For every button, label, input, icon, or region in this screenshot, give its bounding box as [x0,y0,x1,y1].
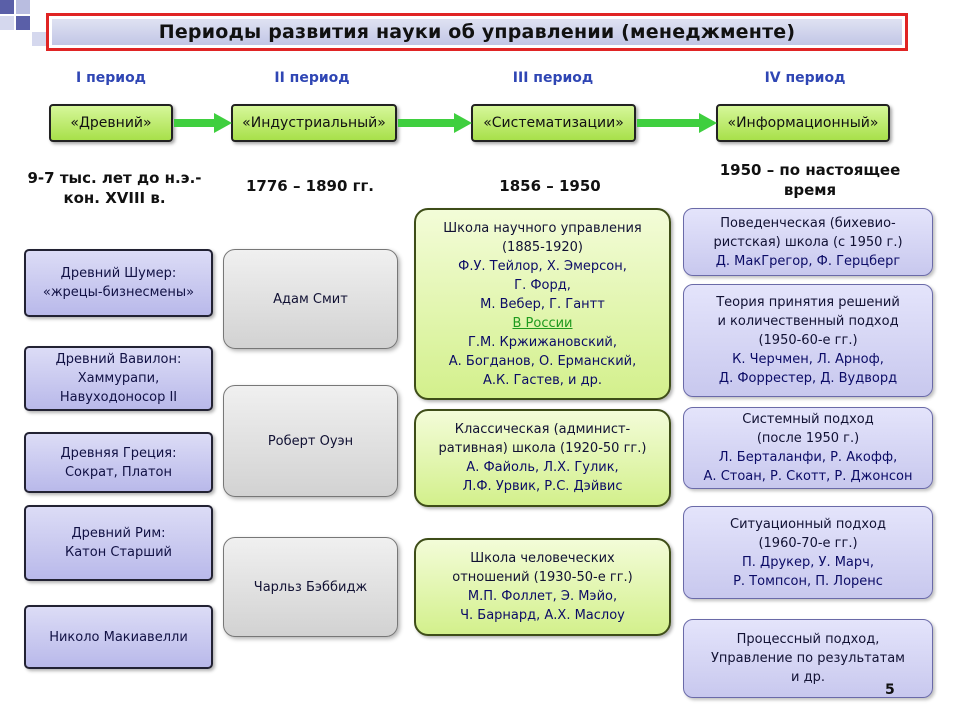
period-label-1: I период [75,70,146,86]
period-box-industrial: «Индустриальный» [231,104,397,142]
decorative-square [0,0,14,14]
arrow-right-icon [398,113,472,133]
slide-title: Периоды развития науки об управлении (менеджменте) [52,19,902,45]
ancient-item-machiavelli: Николо Макиавелли [24,605,213,669]
decorative-square [16,16,30,30]
arrow-right-icon [174,113,232,133]
period-box-ancient: «Древний» [49,104,173,142]
ancient-item-babylon: Древний Вавилон: Хаммурапи, Навуходоносор II [24,346,213,411]
situational-approach: Ситуационный подход (1960-70-е гг.) П. Друкер, У. Марч, Р. Томпсон, П. Лоренс [683,506,933,599]
process-approach: Процессный подход, Управление по результатам и др. [683,619,933,698]
industrial-item-smith: Адам Смит [223,249,398,349]
decorative-square [16,0,30,14]
ancient-item-rome: Древний Рим: Катон Старший [24,505,213,581]
industrial-item-owen: Роберт Оуэн [223,385,398,497]
period-label-2: II период [274,70,350,86]
decision-theory-quantitative: Теория принятия решений и количественный подход (1950-60-е гг.) К. Черчмен, Л. Арноф, Д. Форрестер, Д. Вудворд [683,284,933,397]
period-4-dates: 1950 – по настоящее время [719,161,901,199]
decorative-square [0,16,14,30]
school-behavioral: Поведенческая (бихевио- ристская) школа (с 1950 г.) Д. МакГрегор, Ф. Герцберг [683,208,933,276]
in-russia-link[interactable]: В России [512,315,573,331]
period-box-systematization: «Систематизации» [471,104,636,142]
title-frame [46,13,908,51]
systems-approach: Системный подход (после 1950 г.) Л. Берталанфи, Р. Акофф, А. Стоан, Р. Скотт, Р. Джонсон [683,407,933,489]
period-1-dates: 9-7 тыс. лет до н.э.- кон. XVIII в. [27,169,202,207]
industrial-item-babbage: Чарльз Бэббидж [223,537,398,637]
page-number: 5 [885,682,895,698]
school-human-relations: Школа человеческих отношений (1930-50-е гг.) М.П. Фоллет, Э. Мэйо, Ч. Барнард, А.Х. Маслоу [414,538,671,636]
school-scientific-management: Школа научного управления (1885-1920) Ф.У. Тейлор, Х. Эмерсон, Г. Форд, М. Вебер, Г. Гантт В России Г.М. Кржижановский, А. Богданов, О. Ерманский, А.К. Гастев, и др. [414,208,671,400]
school-classical-administrative: Классическая (админист- ративная) школа (1920-50 гг.) А. Файоль, Л.Х. Гулик, Л.Ф. Урвик, Р.С. Дэйвис [414,409,671,507]
period-box-information: «Информационный» [716,104,890,142]
period-label-3: III период [512,70,594,86]
decorative-square [32,32,46,46]
arrow-right-icon [637,113,717,133]
period-2-dates: 1776 – 1890 гг. [245,177,375,195]
ancient-item-greece: Древняя Греция: Сократ, Платон [24,432,213,493]
ancient-item-sumer: Древний Шумер: «жрецы-бизнесмены» [24,249,213,317]
period-label-4: IV период [764,70,846,86]
period-3-dates: 1856 – 1950 [499,177,601,195]
